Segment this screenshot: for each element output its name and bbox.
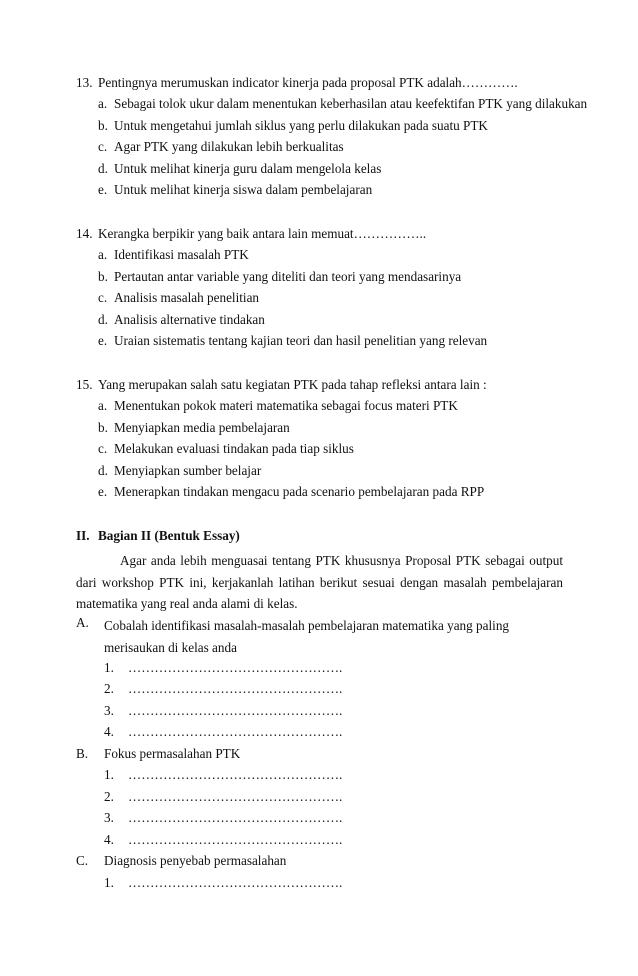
option-e bbox=[98, 333, 487, 349]
blank-number: 1. bbox=[104, 660, 114, 675]
option-letter: c. bbox=[98, 139, 108, 154]
option-b bbox=[98, 118, 488, 134]
option-text: Uraian sistematis tentang kajian teori dan hasil penelitian yang relevan bbox=[114, 333, 488, 348]
option-letter: a. bbox=[98, 247, 108, 262]
option-a bbox=[98, 398, 458, 414]
item-letter: A. bbox=[76, 615, 89, 630]
blank-line: …………………………………………. bbox=[128, 703, 343, 718]
option-letter: d. bbox=[98, 312, 108, 327]
blank-number: 2. bbox=[104, 681, 114, 696]
option-text: Untuk mengetahui jumlah siklus yang perlu dilakukan pada suatu PTK bbox=[114, 118, 488, 133]
blank-line: …………………………………………. bbox=[128, 724, 343, 739]
question-text: Yang merupakan salah satu kegiatan PTK pada tahap refleksi antara lain : bbox=[98, 377, 487, 392]
option-text: Pertautan antar variable yang diteliti dan teori yang mendasarinya bbox=[114, 269, 462, 284]
item-letter: B. bbox=[76, 746, 89, 761]
blank-line: …………………………………………. bbox=[128, 810, 343, 825]
option-e bbox=[98, 182, 372, 198]
option-d bbox=[98, 161, 381, 177]
option-letter: a. bbox=[98, 96, 108, 111]
option-text: Analisis alternative tindakan bbox=[114, 312, 265, 327]
option-a bbox=[98, 247, 249, 263]
option-e bbox=[98, 484, 484, 500]
question-number: 14. bbox=[76, 226, 93, 241]
option-text: Untuk melihat kinerja siswa dalam pembelajaran bbox=[114, 182, 373, 197]
option-text: Menyiapkan sumber belajar bbox=[114, 463, 262, 478]
option-text: Agar PTK yang dilakukan lebih berkualitas bbox=[114, 139, 344, 154]
option-text: Identifikasi masalah PTK bbox=[114, 247, 249, 262]
option-letter: e. bbox=[98, 484, 108, 499]
option-letter: b. bbox=[98, 269, 108, 284]
blank-number: 1. bbox=[104, 767, 114, 782]
option-letter: c. bbox=[98, 441, 108, 456]
option-c bbox=[98, 290, 259, 306]
option-text: Menerapkan tindakan mengacu pada scenario pembelajaran pada RPP bbox=[114, 484, 485, 499]
blank-number: 3. bbox=[104, 703, 114, 718]
option-text: Melakukan evaluasi tindakan pada tiap siklus bbox=[114, 441, 354, 456]
option-letter: b. bbox=[98, 118, 108, 133]
option-b bbox=[98, 420, 290, 436]
option-b bbox=[98, 269, 461, 285]
item-text: Fokus permasalahan PTK bbox=[104, 746, 241, 761]
item-text: Cobalah identifikasi masalah-masalah pembelajaran matematika yang paling merisaukan di kelas anda bbox=[104, 618, 510, 655]
blank-line: …………………………………………. bbox=[128, 789, 343, 804]
option-letter: d. bbox=[98, 161, 108, 176]
option-c bbox=[98, 441, 354, 457]
option-d bbox=[98, 463, 261, 479]
question-number: 15. bbox=[76, 377, 93, 392]
question-number: 13. bbox=[76, 75, 93, 90]
option-letter: e. bbox=[98, 182, 108, 197]
question-text: Pentingnya merumuskan indicator kinerja pada proposal PTK adalah…………. bbox=[98, 75, 518, 90]
option-d bbox=[98, 312, 265, 328]
option-letter: c. bbox=[98, 290, 108, 305]
option-text: Menentukan pokok materi matematika sebagai focus materi PTK bbox=[114, 398, 458, 413]
blank-line: …………………………………………. bbox=[128, 875, 343, 890]
option-text: Sebagai tolok ukur dalam menentukan keberhasilan atau keefektifan PTK yang dilakukan bbox=[114, 96, 588, 111]
blank-number: 3. bbox=[104, 810, 114, 825]
option-text: Menyiapkan media pembelajaran bbox=[114, 420, 290, 435]
section-title: Bagian II (Bentuk Essay) bbox=[98, 528, 240, 543]
blank-line: …………………………………………. bbox=[128, 681, 343, 696]
option-letter: e. bbox=[98, 333, 108, 348]
option-c bbox=[98, 139, 344, 155]
item-text: Diagnosis penyebab permasalahan bbox=[104, 853, 287, 868]
section-number: II. bbox=[76, 528, 90, 543]
blank-number: 2. bbox=[104, 789, 114, 804]
blank-line: …………………………………………. bbox=[128, 660, 343, 675]
option-letter: d. bbox=[98, 463, 108, 478]
item-letter: C. bbox=[76, 853, 89, 868]
blank-line: …………………………………………. bbox=[128, 767, 343, 782]
option-text: Untuk melihat kinerja guru dalam mengelola kelas bbox=[114, 161, 382, 176]
blank-line: …………………………………………. bbox=[128, 832, 343, 847]
question-text: Kerangka berpikir yang baik antara lain memuat…………….. bbox=[98, 226, 427, 241]
option-text: Analisis masalah penelitian bbox=[114, 290, 260, 305]
blank-number: 4. bbox=[104, 832, 114, 847]
option-letter: a. bbox=[98, 398, 108, 413]
section-intro: Agar anda lebih menguasai tentang PTK khususnya Proposal PTK sebagai output dari workshop PTK ini, kerjakanlah latihan berikut sesuai dengan masalah pembelajaran matematika yang real anda alami di kelas. bbox=[76, 553, 563, 611]
option-a bbox=[98, 96, 587, 112]
blank-number: 1. bbox=[104, 875, 114, 890]
blank-number: 4. bbox=[104, 724, 114, 739]
option-letter: b. bbox=[98, 420, 108, 435]
